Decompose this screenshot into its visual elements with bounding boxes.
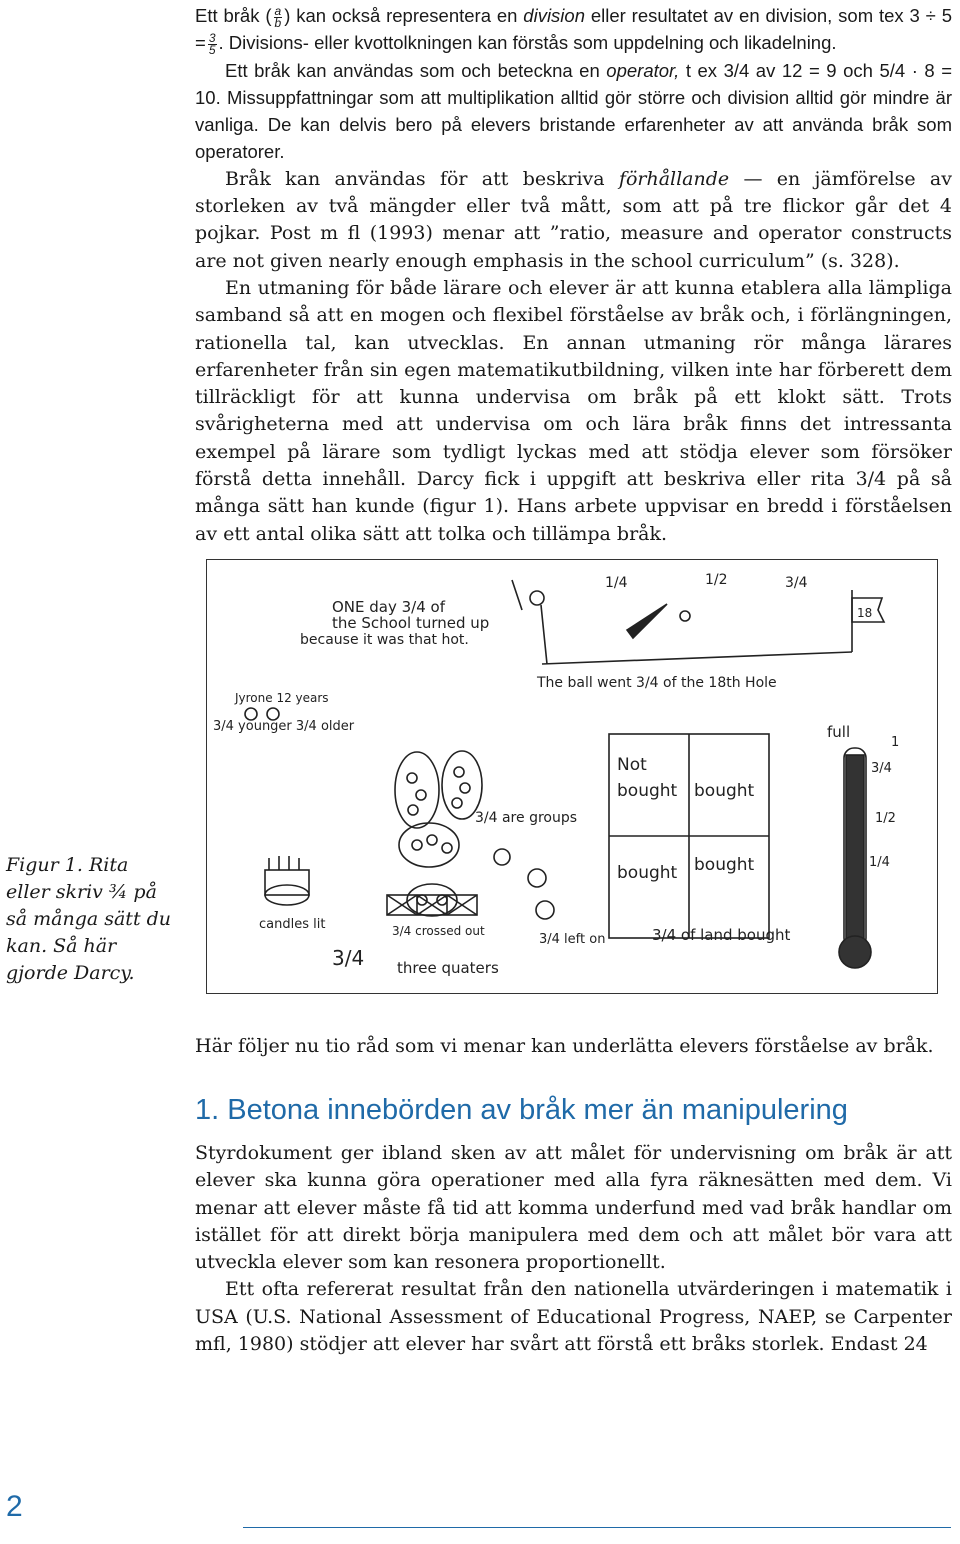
frac-numerator: a <box>274 3 282 18</box>
text-run: eller resultatet av en division, som tex 3 ÷ 5 = <box>195 5 952 54</box>
golf-scene <box>512 572 884 691</box>
text-run: — en jämförelse av storleken av två mängder eller två mått, som att på tre flickor går det 4 pojkar. Post m fl (1993) menar att ”ratio, measure and operator constructs are not given nearly enough emphasis in the school curriculum” (s. 328). <box>195 167 952 272</box>
thermo-12: 1/2 <box>875 811 896 826</box>
golf-sentence: The ball went 3/4 of the 18th Hole <box>537 675 777 691</box>
fraction-3-5 <box>208 30 217 57</box>
flag-number: 18 <box>857 606 873 620</box>
footer-rule <box>243 1527 951 1528</box>
golf-ground <box>542 652 852 664</box>
intro-line: Här följer nu tio råd som vi menar kan underlätta elevers förståelse av bråk. <box>195 1035 934 1057</box>
grid-bought-4: bought <box>694 855 755 875</box>
drawing-canvas <box>207 560 937 993</box>
school-line-3: because it was that hot. <box>300 632 469 648</box>
figure-caption: Figur 1. Rita eller skriv ¾ på så många sätt du kan. Så här gjorde Darcy. <box>6 854 172 984</box>
figure-drawing <box>206 559 938 994</box>
frac-denominator: 5 <box>208 42 216 57</box>
school-line-1: ONE day 3/4 of <box>332 598 445 616</box>
thermometer <box>839 748 871 968</box>
paragraph-operator <box>195 57 952 166</box>
section-body <box>195 1140 952 1358</box>
paragraph-curriculum: Styrdokument ger ibland sken av att målet för undervisning om bråk är att elever ska kunna göra operationer med alla fyra räknesätten med dem. Vi menar att elever måste få tid att komma underfund med vad bråk handlar om istället för att direkt börja manipulera med dem och att målet bör vara att utveckla elever som kan resonera proportionellt. <box>195 1142 952 1274</box>
face-icon <box>536 901 554 919</box>
text-run: Bråk kan användas för att beskriva <box>225 167 619 190</box>
italic-term: division <box>523 5 585 26</box>
page-number: 2 <box>6 1490 23 1523</box>
italic-term: operator, <box>606 59 680 81</box>
crossed-boxes <box>387 895 477 915</box>
face-icon <box>528 869 546 887</box>
golfer-club <box>541 605 547 664</box>
three-quarters-words: three quaters <box>397 959 499 977</box>
text-run: t ex 3/4 av 12 = 9 och 5/4 · 8 = 10. Missuppfattningar som att multiplikation alltid gör större och division alltid gör mindre är vanliga. De kan delvis bero på elevers bristande erfarenheter av att använda bråk som operatorer. <box>195 59 952 163</box>
golf-frac-1: 1/4 <box>605 575 628 591</box>
thermo-1: 1 <box>891 735 900 750</box>
thermo-34: 3/4 <box>871 761 892 776</box>
frac-numerator: 3 <box>208 30 216 45</box>
fraction-a-b <box>274 3 283 30</box>
golfer-arm <box>512 580 522 610</box>
section-heading: 1. Betona innebörden av bråk mer än manipulering <box>195 1094 848 1126</box>
school-line-2: the School turned up <box>332 614 490 632</box>
frac-denominator: b <box>274 15 282 30</box>
land-label: 3/4 of land bought <box>652 926 791 944</box>
text-run: . Divisions- eller kvottolkningen kan förstås som uppdelning och likadelning. <box>218 32 837 54</box>
ball-trail <box>627 604 667 638</box>
intro-line-block <box>195 1033 952 1060</box>
text-run: Ett bråk kan användas som och beteckna en <box>225 59 607 81</box>
left-label: 3/4 left on <box>539 932 606 947</box>
groups-label: 3/4 are groups <box>475 810 578 826</box>
text-run: ) kan också representera en <box>284 5 524 26</box>
paragraph-challenge: En utmaning för både lärare och elever är att kunna etablera alla lämpliga samband så att en mogen och flexibel förståelse av bråk och, i förlängningen, rationella tal, kan utvecklas. En annan utmaning rör många lärares erfarenheter från sin egen matematikutbildning, vilken inte har förberett dem tillräckligt för att kunna undervisa om bråk på ett klokt sätt. Trots svårigheterna med att undervisa om och lära bråk finns det intressanta exempel på lärare som tydligt lyckas med att stödja elever som försöker förstå detta innehåll. Darcy fick i uppgift att beskriva eller rita 3/4 på så många sätt han kunde (figur 1). Hans arbete uppvisar en bredd i förståelsen av ett antal olika sätt att tolka och tillämpa bråk. <box>195 276 952 545</box>
paragraph-naep: Ett ofta refererat resultat från den nationella utvärderingen i matematik i USA (U.S. National Assessment of Educational Progress, NAEP, se Carpenter mfl, 1980) stödjer att elever har svårt att förstå ett bråks storlek. Endast 24 <box>195 1278 952 1356</box>
age-names: Jyrone 12 years <box>235 691 329 705</box>
three-quarters-number: 3/4 <box>332 946 365 970</box>
grid-bought-2: bought <box>694 781 755 801</box>
circle-groups <box>395 751 482 916</box>
full-label: full <box>827 723 851 741</box>
golf-ball <box>680 611 690 621</box>
paragraph-ratio <box>195 166 952 275</box>
grid-bought-3: bought <box>617 863 678 883</box>
thermo-14: 1/4 <box>869 855 890 870</box>
age-line: 3/4 younger 3/4 older <box>213 719 355 734</box>
golf-frac-2: 1/2 <box>705 572 728 588</box>
grid-bought-1: bought <box>617 781 678 801</box>
body-text-top <box>195 2 952 548</box>
crossed-label: 3/4 crossed out <box>392 924 485 938</box>
text-run: Ett bråk ( <box>195 5 272 26</box>
face-icon <box>494 849 510 865</box>
cake <box>265 856 309 905</box>
golfer-head <box>530 591 544 605</box>
candles-label: candles lit <box>259 917 326 932</box>
italic-term: förhållande <box>618 167 730 190</box>
paragraph-division <box>195 2 952 57</box>
golf-frac-3: 3/4 <box>785 575 808 591</box>
grid-not: Not <box>617 755 647 775</box>
